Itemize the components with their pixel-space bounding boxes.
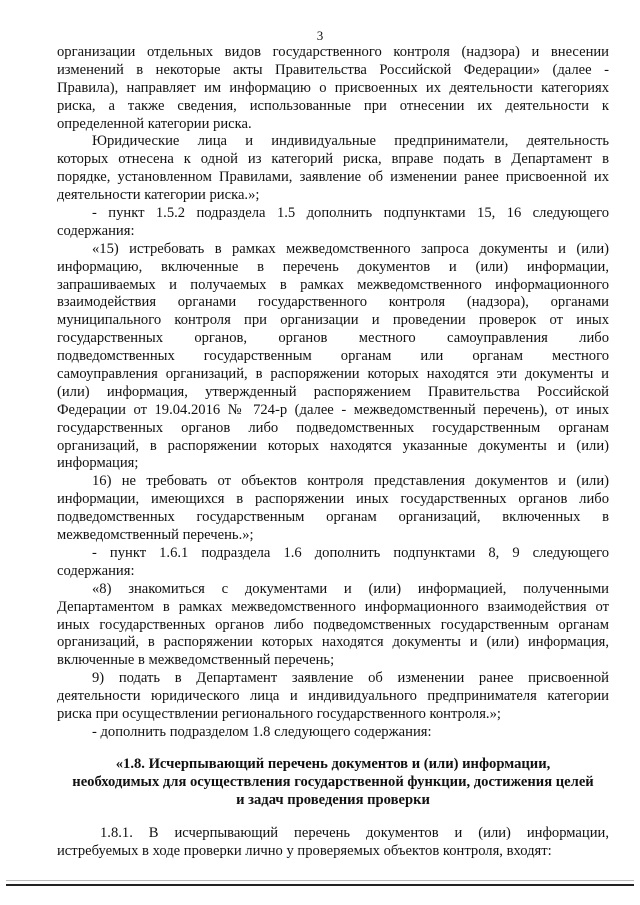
- body-paragraphs: [57, 44, 609, 742]
- text-line: (или) информация, утвержденный распоряжением Правительства Российской: [57, 383, 609, 400]
- text-line: - пункт 1.5.2 подраздела 1.5 дополнить подпунктами 15, 16 следующего: [92, 205, 609, 222]
- text-line: иных государственных органов либо подведомственных государственным органам: [57, 616, 609, 633]
- text-line: необходимых для осуществления государственной функции, достижения целей: [72, 773, 594, 790]
- text-line: Федерации от 19.04.2016 № 724-р (далее - межведомственный перечень), от иных: [57, 401, 609, 418]
- text-line: включенные в межведомственный перечень;: [57, 652, 335, 669]
- text-line: риска, а также сведения, использованные при отнесении их деятельности к: [57, 97, 609, 114]
- text-line: порядке, установленном Правилами, заявление об изменении ранее присвоенной их: [57, 169, 609, 186]
- text-line: деятельности категории риска.»;: [57, 187, 260, 204]
- section-heading: [57, 756, 609, 810]
- section-paragraph: [57, 825, 609, 861]
- footer-line-faint: [6, 880, 634, 881]
- text-line: государственных органов, органов местного самоуправления либо: [57, 330, 609, 347]
- text-line: риска при осуществлении регионального государственного контроля.»;: [57, 705, 501, 722]
- text-line: подведомственных государственным органам организаций, включенных в: [57, 509, 609, 526]
- text-line: информация;: [57, 455, 139, 472]
- text-line: 1.8.1. В исчерпывающий перечень документов и (или) информации,: [100, 825, 609, 842]
- text-line: информацию, включенные в перечень документов и (или) информации,: [57, 258, 609, 275]
- text-line: изменений в некоторые акты Правительства Российской Федерации» (далее -: [57, 61, 609, 78]
- text-line: организации отдельных видов государственного контроля (надзора) и внесении: [57, 44, 609, 60]
- page-number: 3: [316, 28, 324, 43]
- text-line: «15) истребовать в рамках межведомственного запроса документы и (или): [92, 240, 609, 257]
- text-line: взаимодействия органами государственного контроля (надзора), органами: [57, 294, 609, 311]
- text-line: муниципального контроля при организации и проведении проверок от иных: [57, 312, 609, 329]
- text-line: истребуемых в ходе проверки лично у проверяемых объектов контроля, входят:: [57, 843, 552, 860]
- text-line: «1.8. Исчерпывающий перечень документов и (или) информации,: [115, 755, 551, 772]
- text-line: самоуправления организаций, в распоряжении которых находятся эти документы и: [57, 366, 609, 383]
- text-line: запрашиваемых и получаемых в рамках межведомственного информационного: [57, 276, 609, 293]
- text-line: содержания:: [57, 562, 135, 579]
- text-line: Юридические лица и индивидуальные предприниматели, деятельность: [92, 133, 609, 150]
- text-line: информации, имеющихся в распоряжении иных государственных органов либо: [57, 491, 609, 508]
- text-line: и задач проведения проверки: [236, 791, 430, 808]
- text-line: которых отнесена к одной из категорий риска, вправе подать в Департамент в: [57, 151, 609, 168]
- text-line: Правила), направляет им информацию о присвоенных их деятельности категориях: [57, 79, 609, 96]
- text-line: деятельности юридического лица и индивидуального предпринимателя категории: [57, 688, 609, 705]
- text-line: организаций, в распоряжении которых находятся указанные документы и (или): [57, 437, 609, 454]
- text-line: содержания:: [57, 222, 135, 239]
- text-line: 16) не требовать от объектов контроля представления документов и (или): [92, 473, 609, 490]
- text-line: государственных органов либо подведомственных государственным органам: [57, 419, 609, 436]
- text-line: - дополнить подразделом 1.8 следующего содержания:: [92, 723, 432, 740]
- text-line: 9) подать в Департамент заявление об изменении ранее присвоенной: [92, 670, 609, 687]
- document-body: [57, 44, 609, 861]
- text-line: подведомственных государственным органам или органам местного: [57, 348, 609, 365]
- footer-line: [6, 884, 634, 886]
- text-line: межведомственный перечень.»;: [57, 527, 254, 544]
- text-line: организаций, в распоряжении которых находятся документы и (или) информация,: [57, 634, 609, 651]
- text-line: определенной категории риска.: [57, 115, 252, 132]
- text-line: «8) знакомиться с документами и (или) информацией, полученными: [92, 580, 609, 597]
- text-line: Департаментом в рамках межведомственного информационного взаимодействия от: [57, 598, 609, 615]
- text-line: - пункт 1.6.1 подраздела 1.6 дополнить подпунктами 8, 9 следующего: [92, 544, 609, 561]
